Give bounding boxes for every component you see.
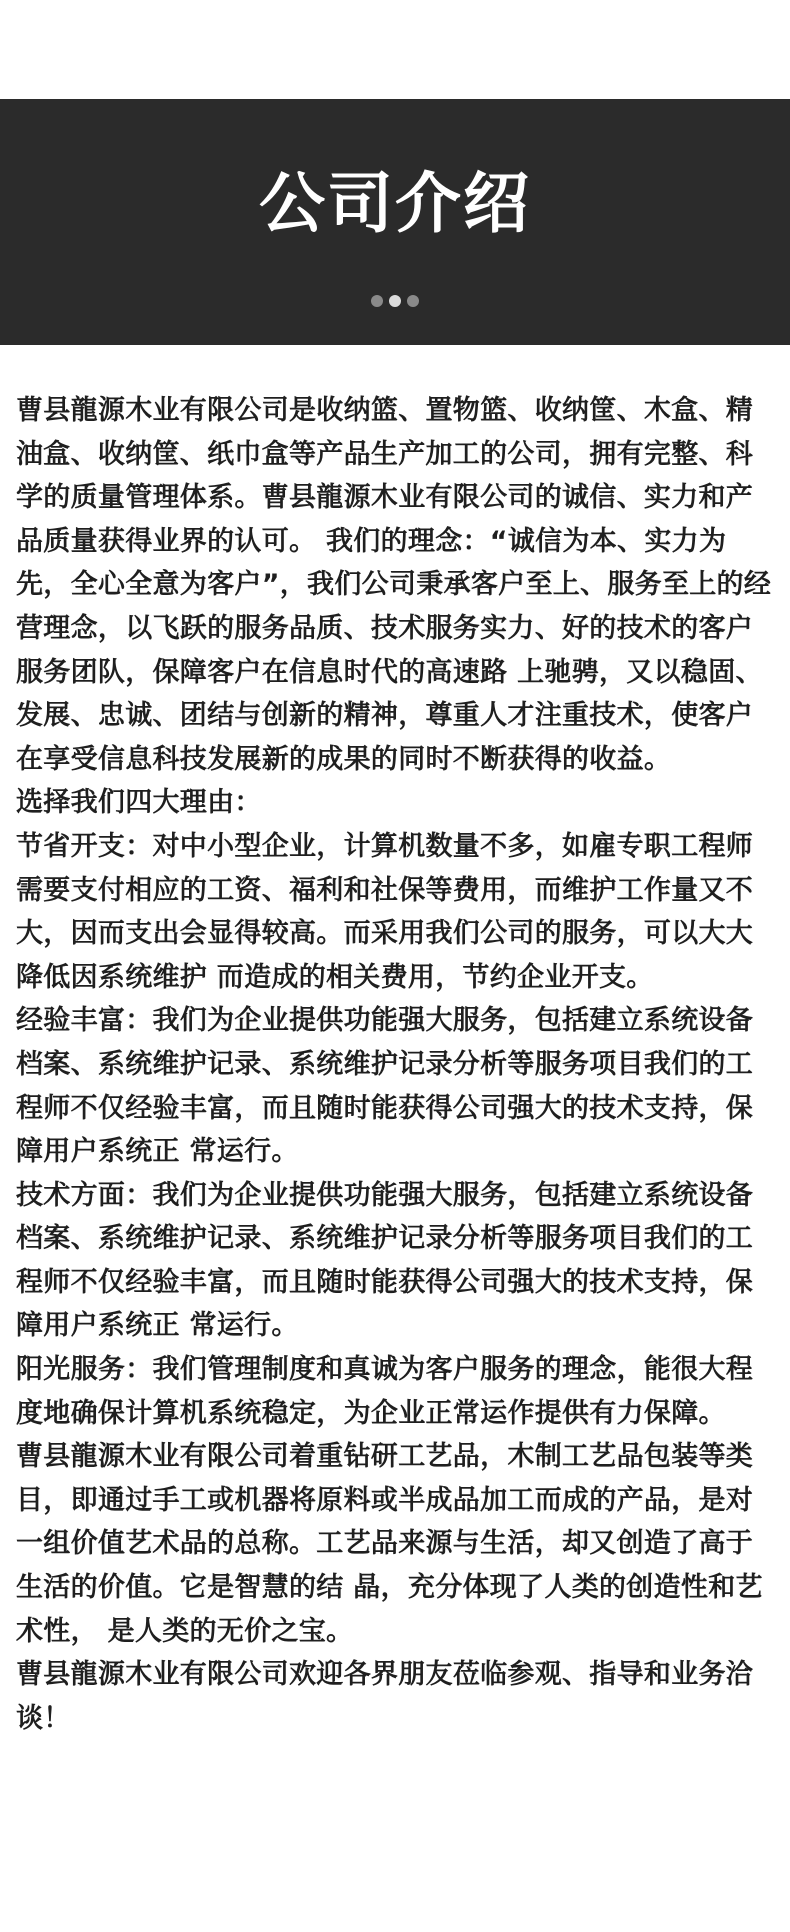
carousel-dot[interactable] <box>407 295 419 307</box>
reason-technology: 技术方面：我们为企业提供功能强大服务，包括建立系统设备档案、系统维护记录、系统维护记录分析等服务项目我们的工程师不仅经验丰富，而且随时能获得公司强大的技术支持，保障用户系统正 常运行。 <box>16 1179 754 1342</box>
intro-content <box>0 345 790 1740</box>
reason-cost-saving: 节省开支：对中小型企业，计算机数量不多，如雇专职工程师需要支付相应的工资、福利和社保等费用，而维护工作量又不大，因而支出会显得较高。而采用我们公司的服务，可以大大降低因系统维护 而造成的相关费用，节约企业开支。 <box>16 830 754 993</box>
top-spacer <box>0 0 790 99</box>
welcome-paragraph: 曹县龍源木业有限公司欢迎各界朋友莅临参观、指导和业务洽谈！ <box>16 1659 754 1734</box>
reason-experience: 经验丰富：我们为企业提供功能强大服务，包括建立系统设备档案、系统维护记录、系统维护记录分析等服务项目我们的工程师不仅经验丰富，而且随时能获得公司强大的技术支持，保障用户系统正 常运行。 <box>16 1005 754 1168</box>
carousel-dot[interactable] <box>371 295 383 307</box>
page-title: 公司介绍 <box>259 165 531 242</box>
reasons-heading: 选择我们四大理由： <box>16 787 262 819</box>
intro-paragraph: 曹县龍源木业有限公司是收纳篮、置物篮、收纳筐、木盒、精油盒、收纳筐、纸巾盒等产品生产加工的公司，拥有完整、科学的质量管理体系。曹县龍源木业有限公司的诚信、实力和产品质量获得业界的认可。 我们的理念：“诚信为本、实力为先，全心全意为客户”，我们公司秉承客户至上、服务至上的经营理念，以飞跃的服务品质、技术服务实力、好的技术的客户服务团队，保障客户在信息时代的高速路 上驰骋，又以稳固、发展、忠诚、团结与创新的精神，尊重人才注重技术，使客户在享受信息科技发展新的成果的同时不断获得的收益。 <box>16 395 772 775</box>
reason-service: 阳光服务：我们管理制度和真诚为客户服务的理念，能很大程度地确保计算机系统稳定，为企业正常运作提供有力保障。 <box>16 1354 754 1429</box>
header-banner <box>0 99 790 345</box>
carousel-dots <box>0 295 790 307</box>
crafts-paragraph: 曹县龍源木业有限公司着重钻研工艺品，木制工艺品包装等类目，即通过手工或机器将原料或半成品加工而成的产品，是对一组价值艺术品的总称。工艺品来源与生活，却又创造了高于生活的价值。它是智慧的结 晶，充分体现了人类的创造性和艺术性， 是人类的无价之宝。 <box>16 1441 763 1647</box>
carousel-dot-active[interactable] <box>389 295 401 307</box>
